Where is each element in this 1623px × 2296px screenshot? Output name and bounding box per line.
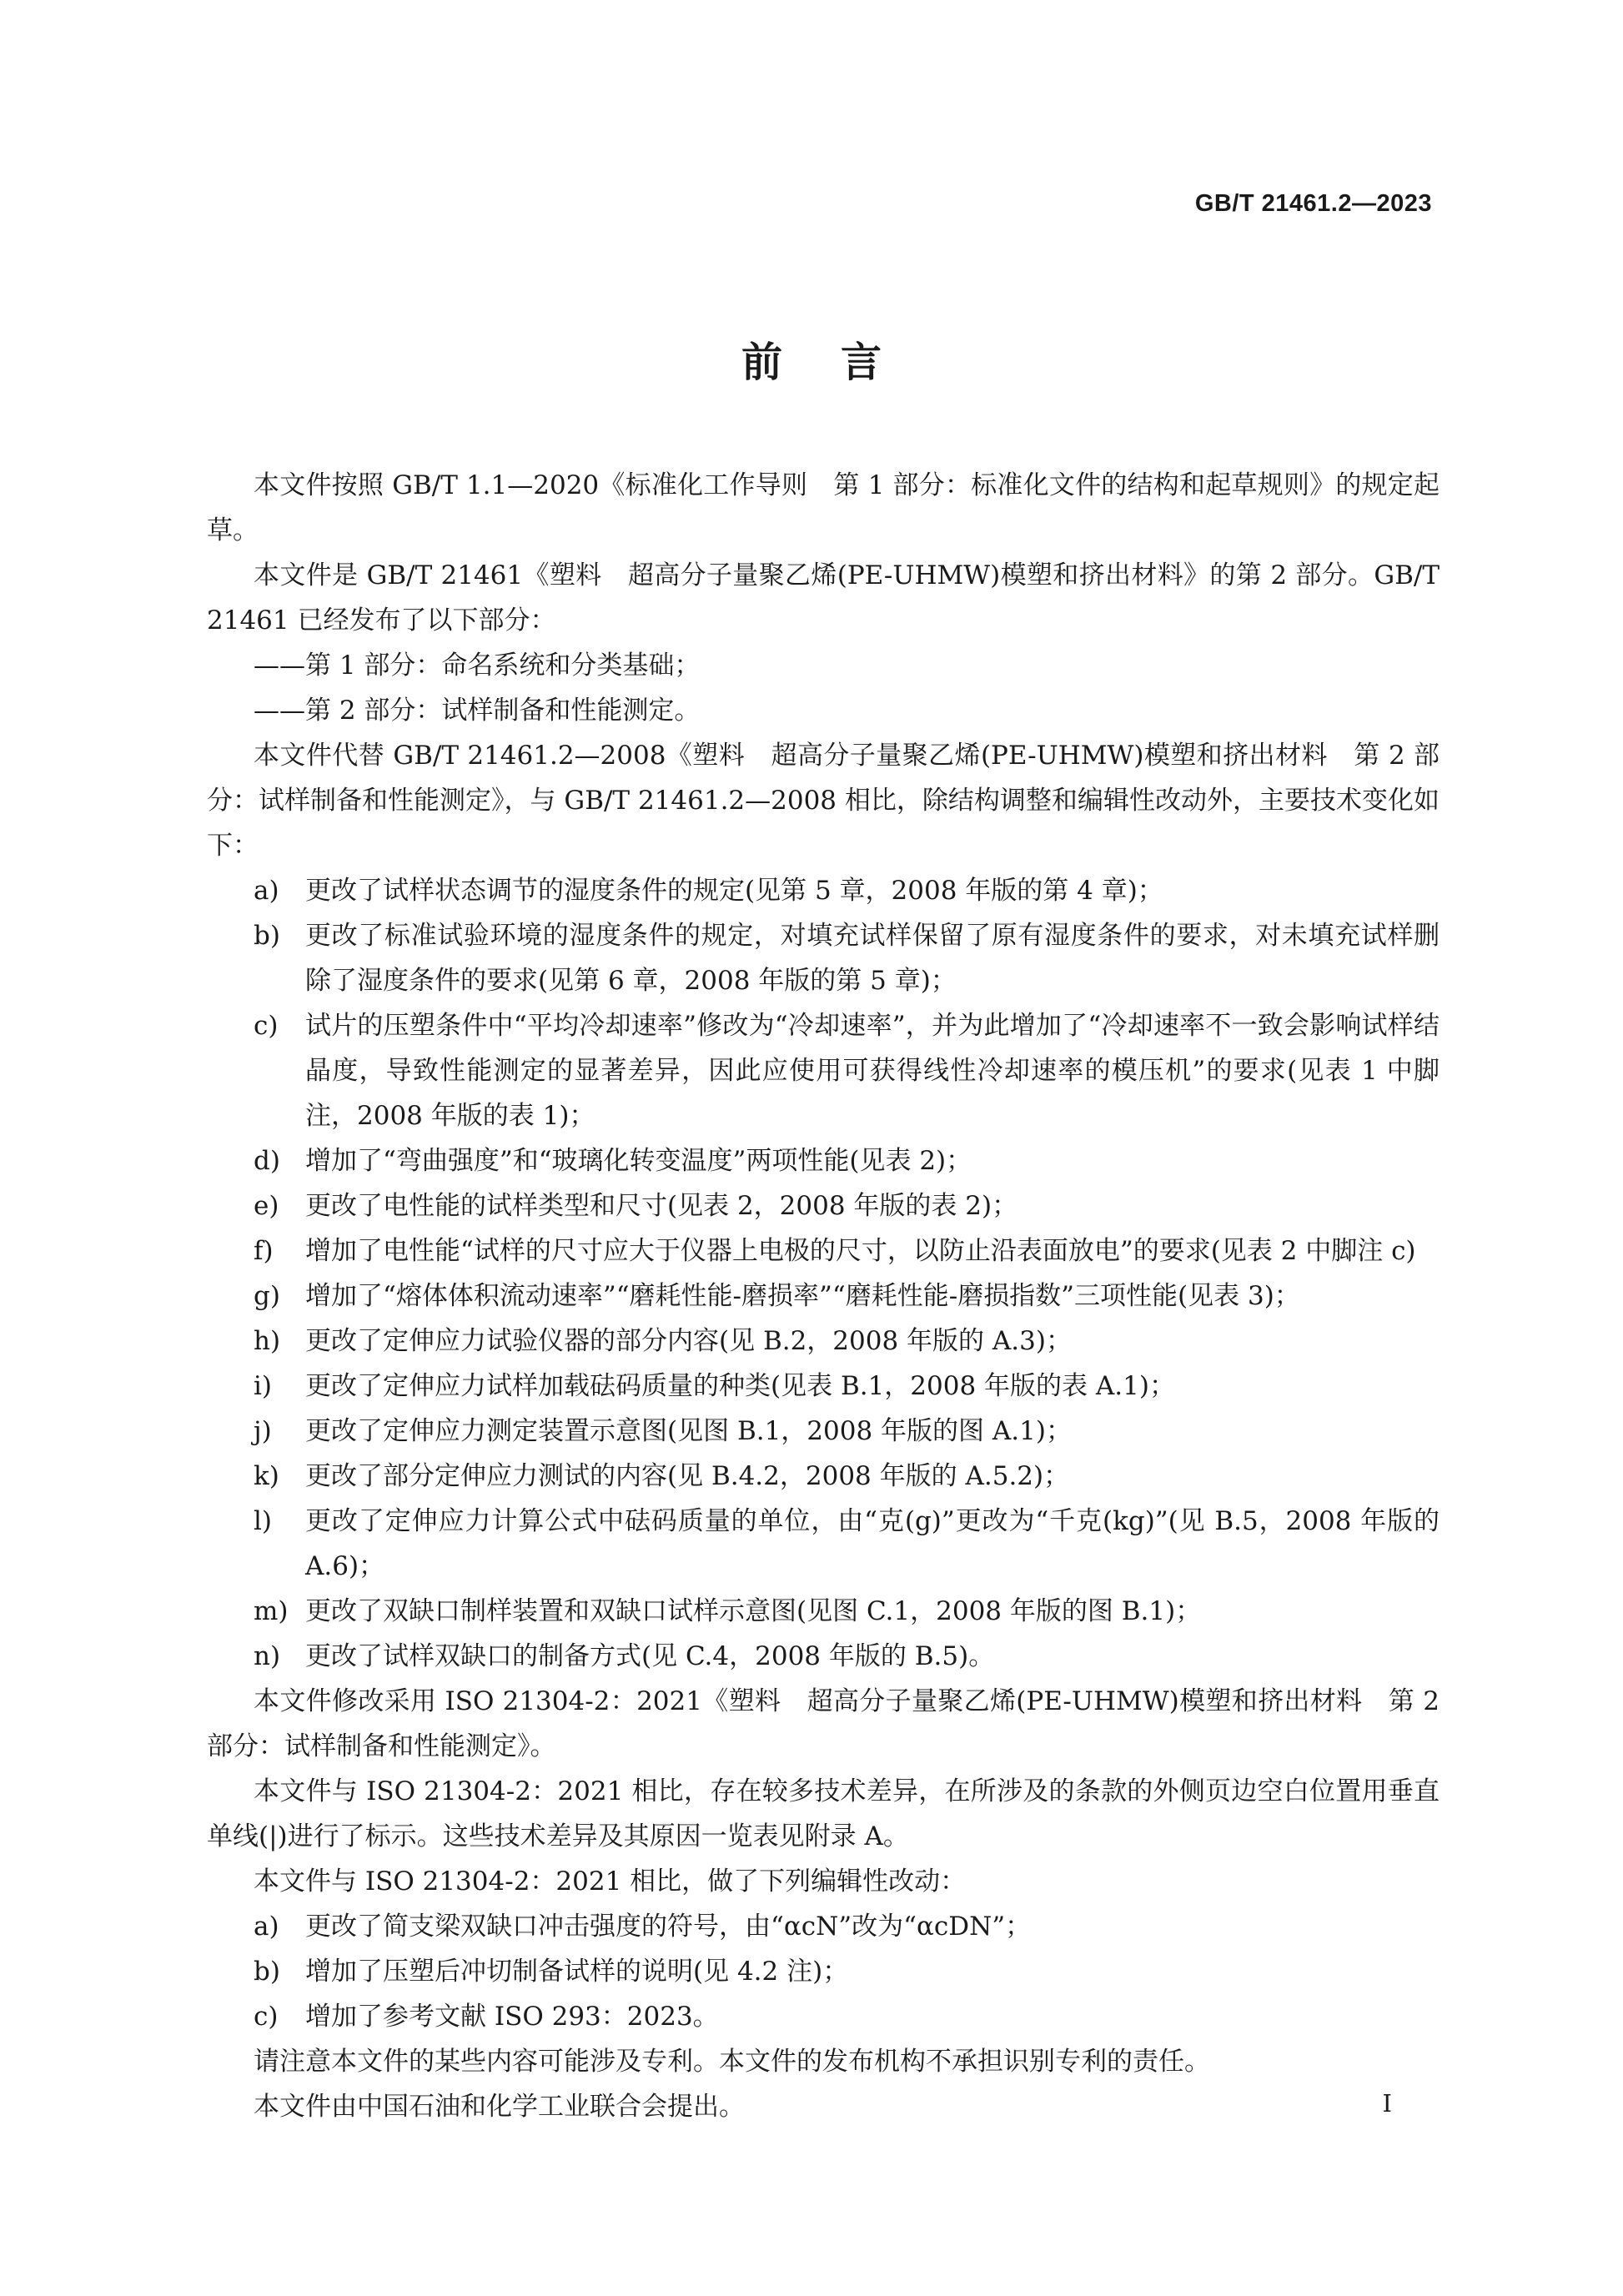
- change-label: g): [254, 1281, 280, 1311]
- standard-number: GB/T 21461.2—2023: [1194, 190, 1432, 217]
- change-label: j): [254, 1416, 272, 1446]
- change-text: 试片的压塑条件中“平均冷却速率”修改为“冷却速率”，并为此增加了“冷却速率不一致会影响试样结晶度，导致性能测定的显著差异，因此应使用可获得线性冷却速率的模压机”的要求(见表 1 中脚注，2008 年版的表 1)；: [305, 1011, 1440, 1131]
- editorial-label: c): [254, 2002, 279, 2032]
- list-item-part-1: ——第 1 部分：命名系统和分类基础；: [254, 651, 701, 681]
- change-item-d: [207, 1138, 1440, 1183]
- editorial-text: 增加了压塑后冲切制备试样的说明(见 4.2 注)；: [305, 1957, 849, 1987]
- paragraph-drafting-rules: 本文件按照 GB/T 1.1—2020《标准化工作导则 第 1 部分：标准化文件的结构和起草规则》的规定起草。: [207, 470, 1440, 545]
- paragraph-replacement: 本文件代替 GB/T 21461.2—2008《塑料 超高分子量聚乙烯(PE-UHMW)模塑和挤出材料 第 2 部分：试样制备和性能测定》，与 GB/T 21461.2—2008 相比，除结构调整和编辑性改动外，主要技术变化如下：: [207, 741, 1440, 861]
- change-label: a): [254, 876, 279, 906]
- change-item-n: [207, 1634, 1440, 1679]
- editorial-label: b): [254, 1957, 280, 1987]
- change-item-j: [207, 1409, 1440, 1454]
- change-item-b: [207, 913, 1440, 1003]
- paragraph-patent-notice: 请注意本文件的某些内容可能涉及专利。本文件的发布机构不承担识别专利的责任。: [254, 2047, 1210, 2077]
- change-label: c): [254, 1011, 279, 1041]
- change-label: l): [254, 1506, 273, 1536]
- change-label: m): [254, 1596, 289, 1626]
- change-text: 更改了双缺口制样装置和双缺口试样示意图(见图 C.1，2008 年版的图 B.1)；: [305, 1596, 1202, 1626]
- change-item-m: [207, 1589, 1440, 1634]
- list-item-part-2: ——第 2 部分：试样制备和性能测定。: [254, 696, 701, 726]
- change-label: k): [254, 1461, 279, 1491]
- editorial-item-b: [207, 1949, 1440, 1994]
- change-label: n): [254, 1641, 281, 1671]
- change-text: 更改了定伸应力试验仪器的部分内容(见 B.2，2008 年版的 A.3)；: [305, 1326, 1072, 1356]
- page-title: 前言: [741, 339, 940, 386]
- change-text: 增加了电性能“试样的尺寸应大于仪器上电极的尺寸，以防止沿表面放电”的要求(见表 2 中脚注 c): [305, 1236, 1416, 1266]
- change-item-l: [207, 1499, 1440, 1589]
- change-text: 更改了定伸应力测定装置示意图(见图 B.1，2008 年版的图 A.1)；: [305, 1416, 1072, 1446]
- change-label: i): [254, 1371, 273, 1401]
- change-label: e): [254, 1191, 279, 1221]
- change-item-a: [207, 868, 1440, 913]
- editorial-text: 增加了参考文献 ISO 293：2023。: [305, 2002, 719, 2032]
- change-item-g: [207, 1274, 1440, 1319]
- change-label: b): [254, 921, 280, 951]
- paragraph-part-intro: 本文件是 GB/T 21461《塑料 超高分子量聚乙烯(PE-UHMW)模塑和挤出材料》的第 2 部分。GB/T 21461 已经发布了以下部分：: [207, 560, 1440, 636]
- change-text: 更改了试样状态调节的湿度条件的规定(见第 5 章，2008 年版的第 4 章)；: [305, 876, 1163, 906]
- change-text: 增加了“熔体体积流动速率”“磨耗性能-磨损率”“磨耗性能-磨损指数”三项性能(见表 3)；: [305, 1281, 1300, 1311]
- page-number: I: [1382, 2089, 1392, 2118]
- paragraph-adoption: 本文件修改采用 ISO 21304-2：2021《塑料 超高分子量聚乙烯(PE-UHMW)模塑和挤出材料 第 2 部分：试样制备和性能测定》。: [207, 1686, 1440, 1761]
- change-text: 更改了定伸应力试样加载砝码质量的种类(见表 B.1，2008 年版的表 A.1)；: [305, 1371, 1175, 1401]
- change-item-h: [207, 1319, 1440, 1364]
- paragraph-proposer: 本文件由中国石油和化学工业联合会提出。: [254, 2092, 745, 2122]
- editorial-item-c: [207, 1994, 1440, 2039]
- change-item-i: [207, 1364, 1440, 1409]
- change-text: 更改了试样双缺口的制备方式(见 C.4，2008 年版的 B.5)。: [305, 1641, 995, 1671]
- paragraph-technical-differences: 本文件与 ISO 21304-2：2021 相比，存在较多技术差异，在所涉及的条款的外侧页边空白位置用垂直单线(|)进行了标示。这些技术差异及其原因一览表见附录 A。: [207, 1776, 1440, 1851]
- change-text: 更改了部分定伸应力测试的内容(见 B.4.2，2008 年版的 A.5.2)；: [305, 1461, 1070, 1491]
- change-text: 更改了电性能的试样类型和尺寸(见表 2，2008 年版的表 2)；: [305, 1191, 1018, 1221]
- change-text: 更改了标准试验环境的湿度条件的规定，对填充试样保留了原有湿度条件的要求，对未填充试样删除了湿度条件的要求(见第 6 章，2008 年版的第 5 章)；: [305, 921, 1440, 996]
- change-item-k: [207, 1454, 1440, 1499]
- document-body: [207, 463, 1440, 2129]
- change-text: 增加了“弯曲强度”和“玻璃化转变温度”两项性能(见表 2)；: [305, 1146, 972, 1176]
- editorial-item-a: [207, 1904, 1440, 1949]
- change-item-f: [207, 1228, 1440, 1274]
- editorial-label: a): [254, 1912, 279, 1942]
- change-item-c: [207, 1003, 1440, 1138]
- editorial-text: 更改了简支梁双缺口冲击强度的符号，由“αcN”改为“αcDN”；: [305, 1912, 1032, 1942]
- change-label: f): [254, 1236, 274, 1266]
- change-item-e: [207, 1183, 1440, 1228]
- paragraph-editorial-intro: 本文件与 ISO 21304-2：2021 相比，做了下列编辑性改动：: [254, 1866, 967, 1897]
- change-label: d): [254, 1146, 280, 1176]
- change-label: h): [254, 1326, 281, 1356]
- change-text: 更改了定伸应力计算公式中砝码质量的单位，由“克(g)”更改为“千克(kg)”(见 B.5，2008 年版的 A.6)；: [305, 1506, 1440, 1581]
